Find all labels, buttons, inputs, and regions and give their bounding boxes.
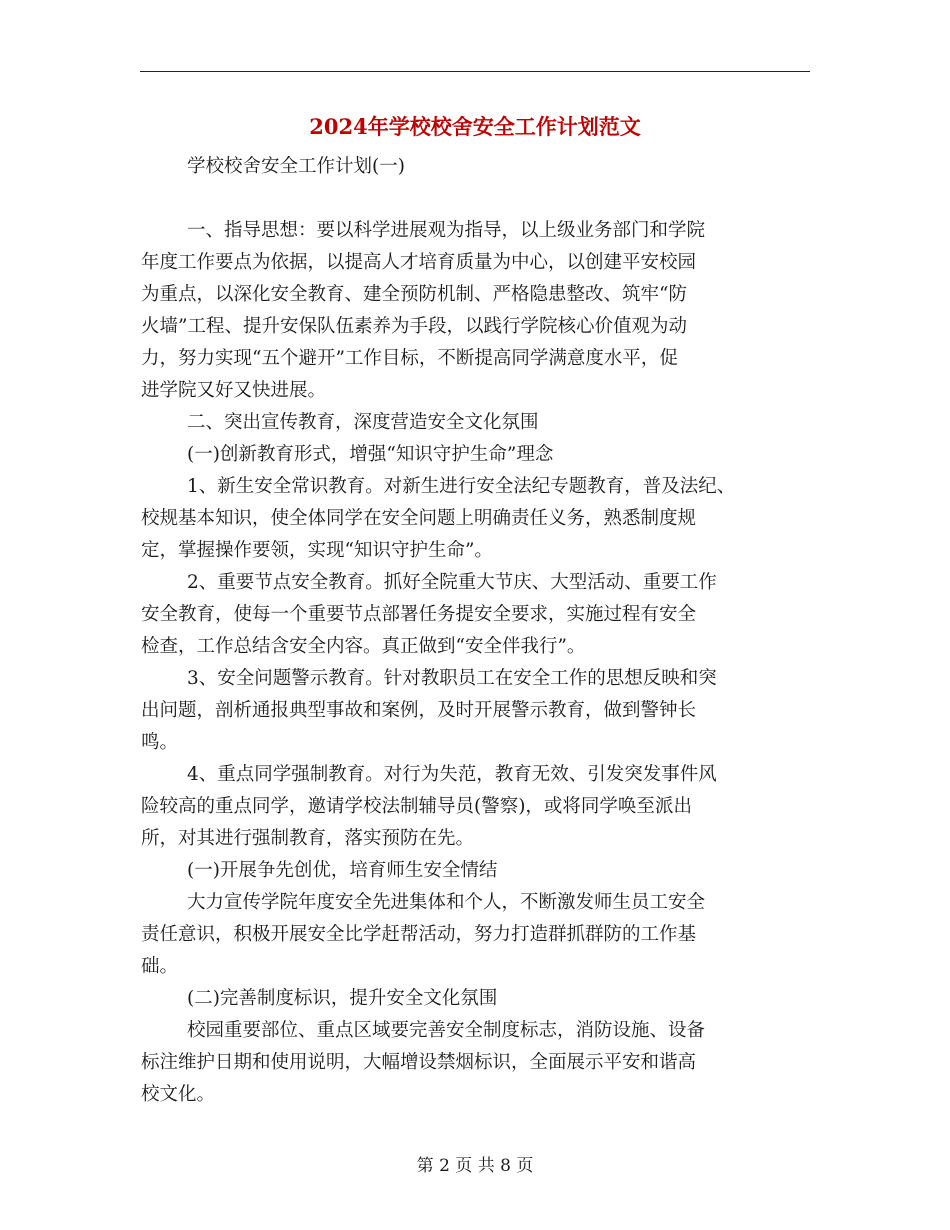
paragraph-line: 检查，工作总结含安全内容。真正做到“安全伴我行”。 <box>141 636 586 657</box>
document-body <box>141 151 821 1111</box>
paragraph-line: 鸣。 <box>141 732 179 753</box>
paragraph-start-line: (一)创新教育形式，增强“知识守护生命”理念 <box>187 444 554 465</box>
paragraph-line: 校文化。 <box>141 1084 216 1105</box>
paragraph-start-line: 2、重要节点安全教育。抓好全院重大节庆、大型活动、重要工作 <box>187 572 717 593</box>
paragraph-start-line: 校园重要部位、重点区域要完善安全制度标志，消防设施、设备 <box>187 1020 706 1041</box>
paragraph-line: 力，努力实现“五个避开”工作目标，不断提高同学满意度水平，促 <box>141 348 678 369</box>
paragraph-line: 出问题，剖析通报典型事故和案例，及时开展警示教育，做到警钟长 <box>141 700 697 721</box>
paragraph-start-line: (一)开展争先创优，培育师生安全情结 <box>187 860 498 881</box>
paragraph-line: 进学院又好又快进展。 <box>141 380 327 401</box>
paragraph-start-line: 学校校舍安全工作计划(一) <box>187 156 405 177</box>
paragraph-start-line: 4、重点同学强制教育。对行为失范，教育无效、引发突发事件风 <box>187 764 717 785</box>
document-title: 2024年学校校舍安全工作计划范文 <box>309 114 641 139</box>
paragraph-start-line: 一、指导思想：要以科学进展观为指导，以上级业务部门和学院 <box>187 220 706 241</box>
blank-line <box>141 183 821 215</box>
page-number-footer: 第 2 页 共 8 页 <box>416 1156 534 1176</box>
paragraph-line: 安全教育，使每一个重要节点部署任务提安全要求，实施过程有安全 <box>141 604 697 625</box>
paragraph-line: 校规基本知识，使全体同学在安全问题上明确责任义务，熟悉制度规 <box>141 508 697 529</box>
paragraph-start-line: (二)完善制度标识，提升安全文化氛围 <box>187 988 498 1009</box>
paragraph-start-line: 1、新生安全常识教育。对新生进行安全法纪专题教育，普及法纪、 <box>187 476 736 497</box>
paragraph-line: 定，掌握操作要领，实现“知识守护生命”。 <box>141 540 493 561</box>
paragraph-start-line: 二、突出宣传教育，深度营造安全文化氛围 <box>187 412 539 433</box>
paragraph-line: 年度工作要点为依据，以提高人才培育质量为中心，以创建平安校园 <box>141 252 697 273</box>
paragraph-line: 责任意识，积极开展安全比学赶帮活动，努力打造群抓群防的工作基 <box>141 924 697 945</box>
paragraph-line: 础。 <box>141 956 179 977</box>
paragraph-line: 为重点，以深化安全教育、建全预防机制、严格隐患整改、筑牢“防 <box>141 284 687 305</box>
paragraph-start-line: 大力宣传学院年度安全先进集体和个人，不断激发师生员工安全 <box>187 892 706 913</box>
paragraph-line: 火墙”工程、提升安保队伍素养为手段，以践行学院核心价值观为动 <box>141 316 687 337</box>
header-rule <box>140 71 810 72</box>
paragraph-line: 所，对其进行强制教育，落实预防在先。 <box>141 828 475 849</box>
paragraph-line: 标注维护日期和使用说明，大幅增设禁烟标识，全面展示平安和谐高 <box>141 1052 697 1073</box>
paragraph-line: 险较高的重点同学，邀请学校法制辅导员(警察)，或将同学唤至派出 <box>141 796 692 817</box>
paragraph-start-line: 3、安全问题警示教育。针对教职员工在安全工作的思想反映和突 <box>187 668 717 689</box>
